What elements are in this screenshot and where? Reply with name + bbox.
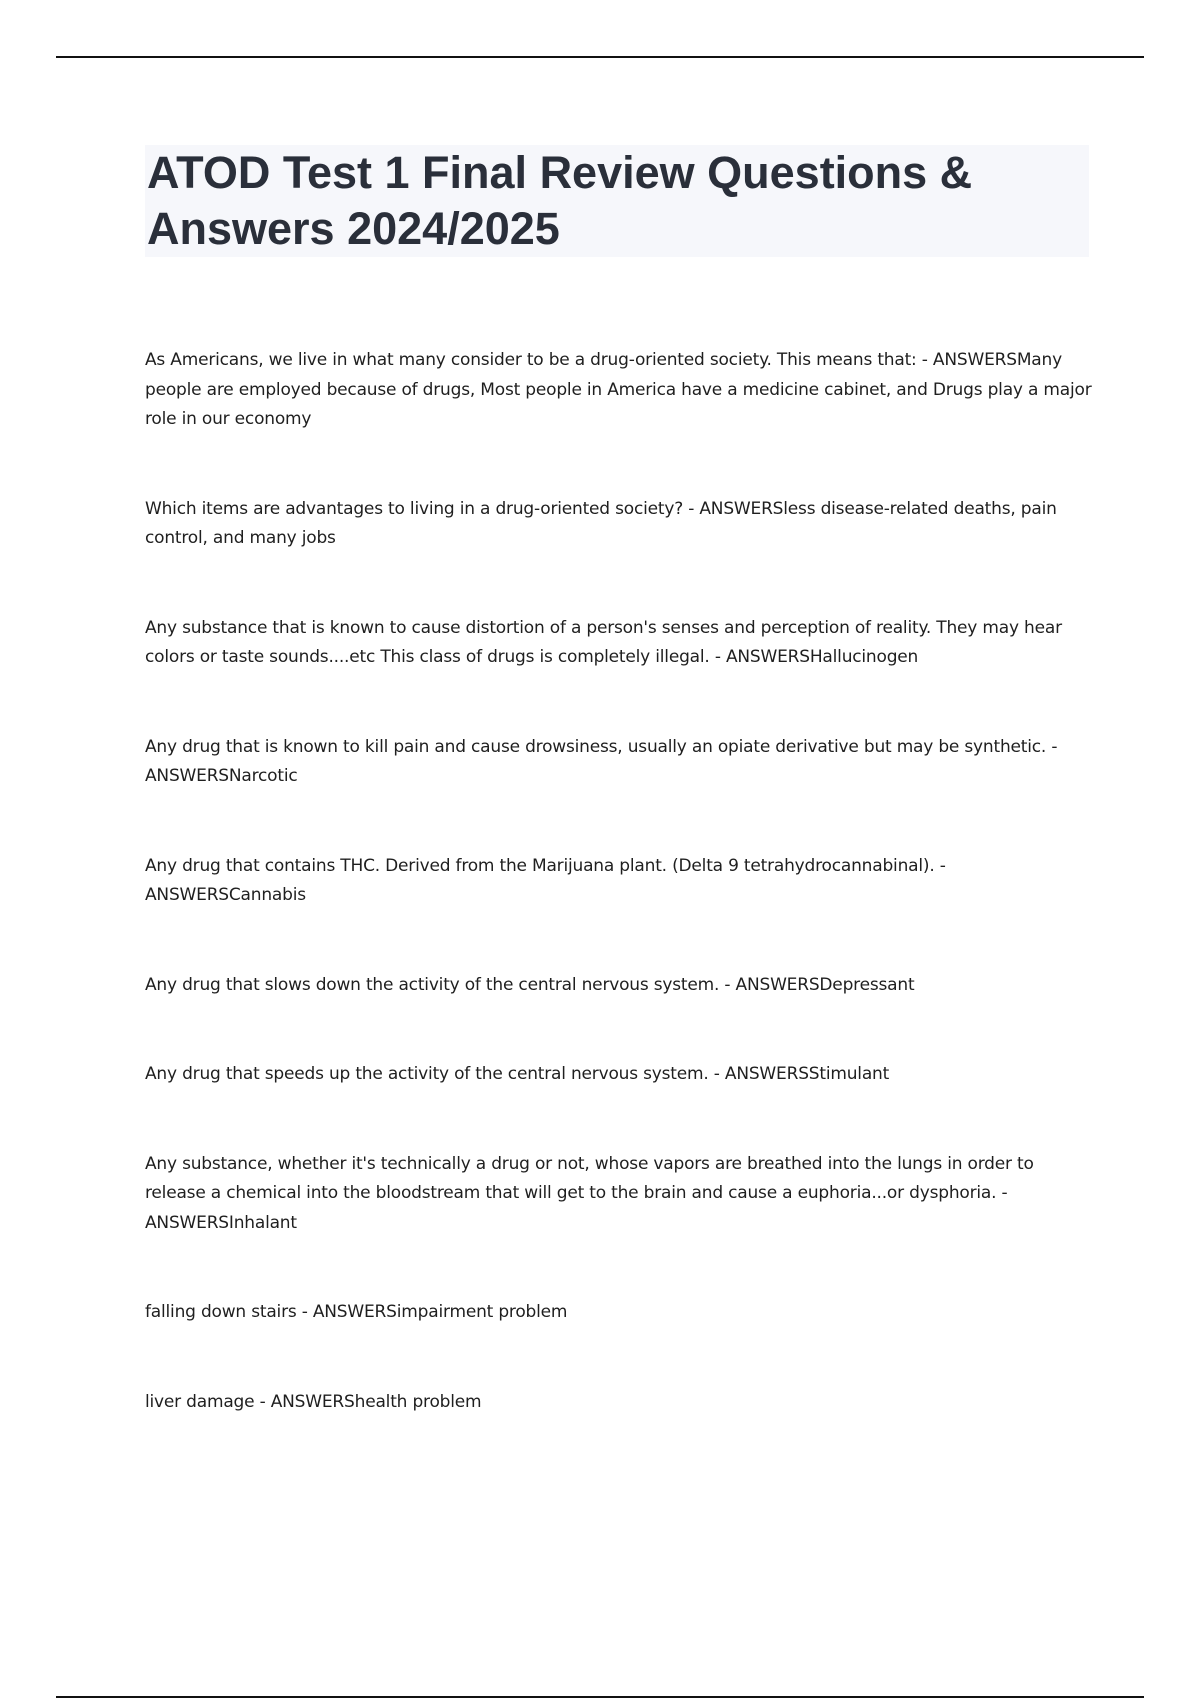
qa-item: Any substance, whether it's technically a drug or not, whose vapors are breathed into the lungs in order to release a chemical into the bloodstream that will get to the brain and cause a euphoria...or dysphoria. - ANSWERSInhalant — [145, 1153, 1034, 1233]
qa-item: liver damage - ANSWERShealth problem — [145, 1391, 482, 1412]
top-divider — [56, 56, 1144, 58]
document-title: ATOD Test 1 Final Review Questions & Answers 2024/2025 — [147, 147, 973, 254]
qa-item: falling down stairs - ANSWERSimpairment problem — [145, 1302, 568, 1322]
qa-item: Any drug that contains THC. Derived from the Marijuana plant. (Delta 9 tetrahydrocannabinal). - ANSWERSCannabis — [145, 855, 946, 905]
qa-item: Any substance that is known to cause distortion of a person's senses and perception of reality. They may hear colors or taste sounds....etc This class of drugs is completely illegal. - ANSWERSHallucinogen — [145, 617, 1062, 667]
qa-item: Any drug that speeds up the activity of the central nervous system. - ANSWERSStimulant — [145, 1064, 890, 1084]
qa-item: As Americans, we live in what many consider to be a drug-oriented society. This means that: - ANSWERSMany people are employed because of drugs, Most people in America have a medicine cabinet, and Drugs play a major role in our economy — [145, 350, 1092, 429]
qa-item: Any drug that slows down the activity of the central nervous system. - ANSWERSDepressant — [145, 974, 915, 995]
qa-item: Which items are advantages to living in a drug-oriented society? - ANSWERSless disease-related deaths, pain control, and many jobs — [145, 498, 1057, 548]
qa-item: Any drug that is known to kill pain and cause drowsiness, usually an opiate derivative but may be synthetic. - ANSWERSNarcotic — [145, 736, 1058, 786]
qa-list — [145, 346, 1095, 1417]
bottom-divider — [56, 1696, 1144, 1698]
title-block — [145, 145, 1089, 257]
